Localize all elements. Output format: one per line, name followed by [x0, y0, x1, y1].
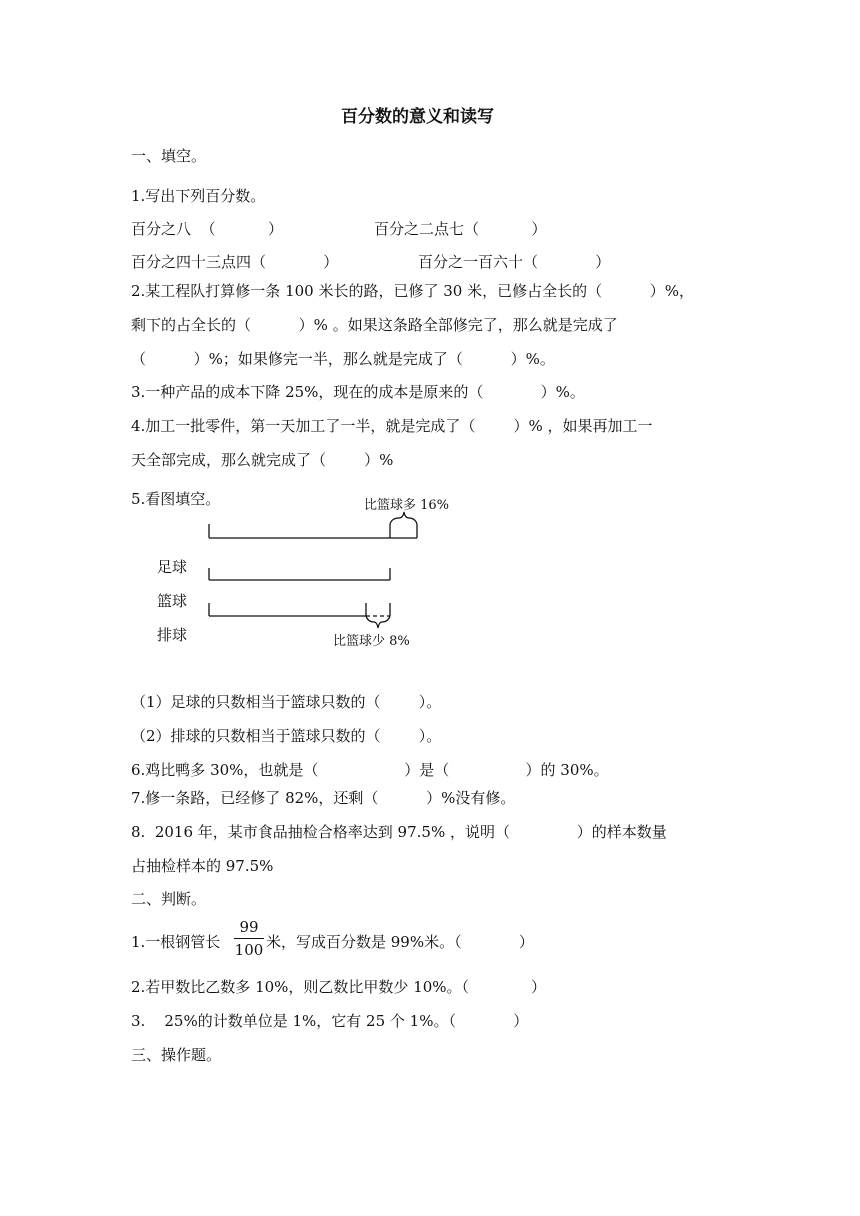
fraction-numerator: 99 [239, 918, 259, 936]
label-volleyball: 排球 [157, 626, 188, 644]
q5-heading: 5.看图填空。 [131, 490, 221, 508]
section-judgement: 二、判断。 [131, 890, 207, 908]
label-more: 比篮球多 16% [364, 498, 450, 513]
q4-line-2: 天全部完成，那么就完成了（ ）% [131, 451, 394, 469]
q4-line-1: 4.加工一批零件，第一天加工了一半，就是完成了（ ）% ，如果再加工一 [131, 417, 653, 435]
q1-item-b: 百分之二点七（ ） [374, 220, 547, 238]
j1-prefix: 1.一根钢管长 [131, 933, 221, 951]
q1-item-c: 百分之四十三点四（ ） [131, 253, 339, 271]
football-bar [209, 524, 417, 538]
q8-line-1: 8. 2016 年，某市食品抽检合格率达到 97.5% ，说明（ ）的样本数量 [131, 823, 667, 841]
q8-line-2: 占抽检样本的 97.5% [131, 857, 274, 875]
q7: 7.修一条路，已经修了 82%，还剩（ ）%没有修。 [131, 789, 516, 807]
page-title: 百分数的意义和读写 [341, 107, 494, 127]
q5-part-1: （1）足球的只数相当于篮球只数的（ ）。 [131, 693, 442, 711]
section-operation: 三、操作题。 [131, 1046, 222, 1064]
label-basketball: 篮球 [157, 592, 188, 610]
label-less: 比篮球少 8% [333, 634, 410, 649]
j2: 2.若甲数比乙数多 10%，则乙数比甲数少 10%。（ ） [131, 978, 547, 996]
fraction-bar [234, 938, 264, 939]
label-football: 足球 [157, 558, 188, 576]
q1-heading: 1.写出下列百分数。 [131, 187, 266, 205]
j3: 3. 25%的计数单位是 1%，它有 25 个 1%。（ ） [131, 1012, 529, 1030]
fraction-99-100 [234, 918, 264, 959]
q6: 6.鸡比鸭多 30%，也就是（ ）是（ ）的 30%。 [131, 761, 609, 779]
section-fill-blank: 一、填空。 [131, 147, 207, 165]
q1-item-d: 百分之一百六十（ ） [418, 253, 611, 271]
q5-part-2: （2）排球的只数相当于篮球只数的（ ）。 [131, 727, 442, 745]
q2-line-3: （ ）%；如果修完一半，那么就是完成了（ ）%。 [131, 350, 555, 368]
q3: 3.一种产品的成本下降 25%，现在的成本是原来的（ ）%。 [131, 383, 585, 401]
volleyball-bar [209, 603, 390, 616]
fraction-denominator: 100 [234, 941, 264, 959]
basketball-bar [209, 568, 390, 580]
q2-line-2: 剩下的占全长的（ ）% 。如果这条路全部修完了，那么就是完成了 [131, 316, 618, 334]
less-brace [366, 616, 390, 628]
j1-suffix: 米，写成百分数是 99%米。（ ） [266, 933, 534, 951]
q1-item-a: 百分之八 （ ） [131, 220, 283, 238]
q2-line-1: 2.某工程队打算修一条 100 米长的路，已修了 30 米，已修占全长的（ ）%， [131, 282, 695, 300]
